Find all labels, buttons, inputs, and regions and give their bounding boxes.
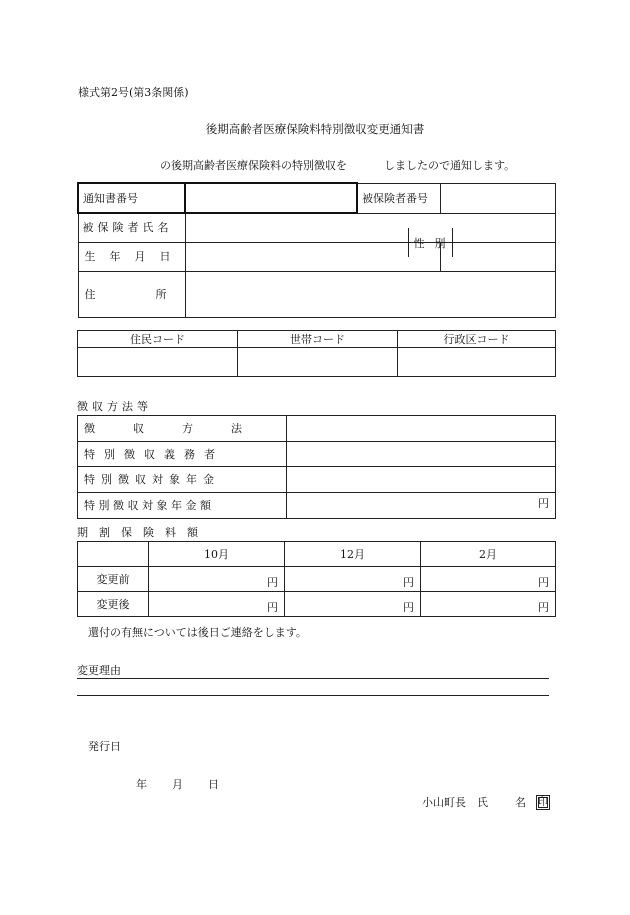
method-table [77, 415, 556, 519]
method-heading: 徴収方法等 [77, 400, 152, 413]
district-code-value[interactable] [398, 348, 556, 377]
installment-col-dec: 12月 [285, 542, 421, 567]
after-dec-value[interactable] [285, 592, 421, 617]
yen-unit: 円 [267, 576, 278, 589]
seal-text: 印 [538, 797, 548, 808]
after-change-label: 変更後 [78, 592, 149, 617]
notice-text-part1: の後期高齢者医療保険料の特別徴収を [160, 159, 347, 172]
gender-label: 性別 [413, 236, 456, 250]
yen-unit: 円 [267, 601, 278, 614]
code-table [77, 330, 556, 377]
method-row-label [78, 416, 287, 442]
yen-unit: 円 [538, 576, 549, 589]
before-oct-value[interactable] [149, 567, 285, 592]
withholding-agent-label: 特別徴収義務者 [78, 442, 287, 467]
method-row-label-text: 徴収方法 [84, 422, 280, 435]
yen-unit: 円 [403, 601, 414, 614]
insured-name-label: 被保険者氏名 [78, 213, 185, 242]
notice-number-label [78, 183, 185, 213]
seal-icon [536, 795, 550, 810]
notice-text-part2: しましたので通知します。 [384, 159, 516, 172]
household-code-header: 世帯コード [238, 331, 398, 348]
address-label-text: 住所 [84, 287, 227, 301]
installment-col-feb: 2月 [421, 542, 556, 567]
insured-info-table [77, 182, 556, 318]
installment-corner [78, 542, 149, 567]
method-row-value[interactable] [287, 416, 556, 442]
household-code-value[interactable] [238, 348, 398, 377]
withholding-agent-value[interactable] [287, 442, 556, 467]
issue-date-label: 発行日 [88, 740, 121, 753]
district-code-header: 行政区コード [398, 331, 556, 348]
signatory-name-label-2: 名 [515, 796, 526, 809]
birthdate-value[interactable] [185, 236, 456, 271]
insured-name-value[interactable] [185, 213, 556, 242]
yen-unit: 円 [538, 601, 549, 614]
before-dec-value[interactable] [285, 567, 421, 592]
address-value[interactable] [185, 271, 556, 317]
insured-number-value[interactable] [441, 183, 556, 213]
resident-code-header: 住民コード [78, 331, 238, 348]
pension-value[interactable] [287, 467, 556, 493]
pension-label: 特別徴収対象年金 [78, 467, 287, 493]
pension-amount-label: 特別徴収対象年金額 [78, 493, 287, 519]
document-title: 後期高齢者医療保険料特別徴収変更通知書 [205, 122, 425, 136]
before-feb-value[interactable] [421, 567, 556, 592]
date-year-unit: 年 [136, 778, 147, 791]
insured-number-label: 被保険者番号 [357, 183, 441, 213]
refund-note: 還付の有無については後日ご連絡をします。 [88, 626, 307, 639]
birthdate-label: 生年月日 [78, 242, 185, 271]
installment-table [77, 541, 556, 617]
gender-value[interactable] [441, 242, 556, 271]
change-reason-label: 変更理由 [77, 664, 121, 677]
form-number: 様式第2号(第3条関係) [78, 86, 189, 99]
after-oct-value[interactable] [149, 592, 285, 617]
yen-unit: 円 [403, 576, 414, 589]
signatory-name-label-1: 氏 [477, 796, 488, 809]
pension-amount-value[interactable] [287, 493, 556, 519]
installment-col-oct: 10月 [149, 542, 285, 567]
change-reason-line-2[interactable] [77, 695, 549, 696]
notice-number-label-text: 通知書番号 [83, 191, 138, 205]
installment-heading: 期割保険料額 [77, 526, 209, 539]
yen-unit: 円 [538, 497, 549, 510]
before-change-label: 変更前 [78, 567, 149, 592]
resident-code-value[interactable] [78, 348, 238, 377]
notice-number-value[interactable] [185, 183, 357, 213]
date-day-unit: 日 [208, 778, 219, 791]
date-month-unit: 月 [172, 778, 183, 791]
change-reason-line-1[interactable] [77, 678, 549, 679]
signatory-title: 小山町長 [422, 796, 466, 809]
address-label [78, 271, 227, 317]
after-feb-value[interactable] [421, 592, 556, 617]
